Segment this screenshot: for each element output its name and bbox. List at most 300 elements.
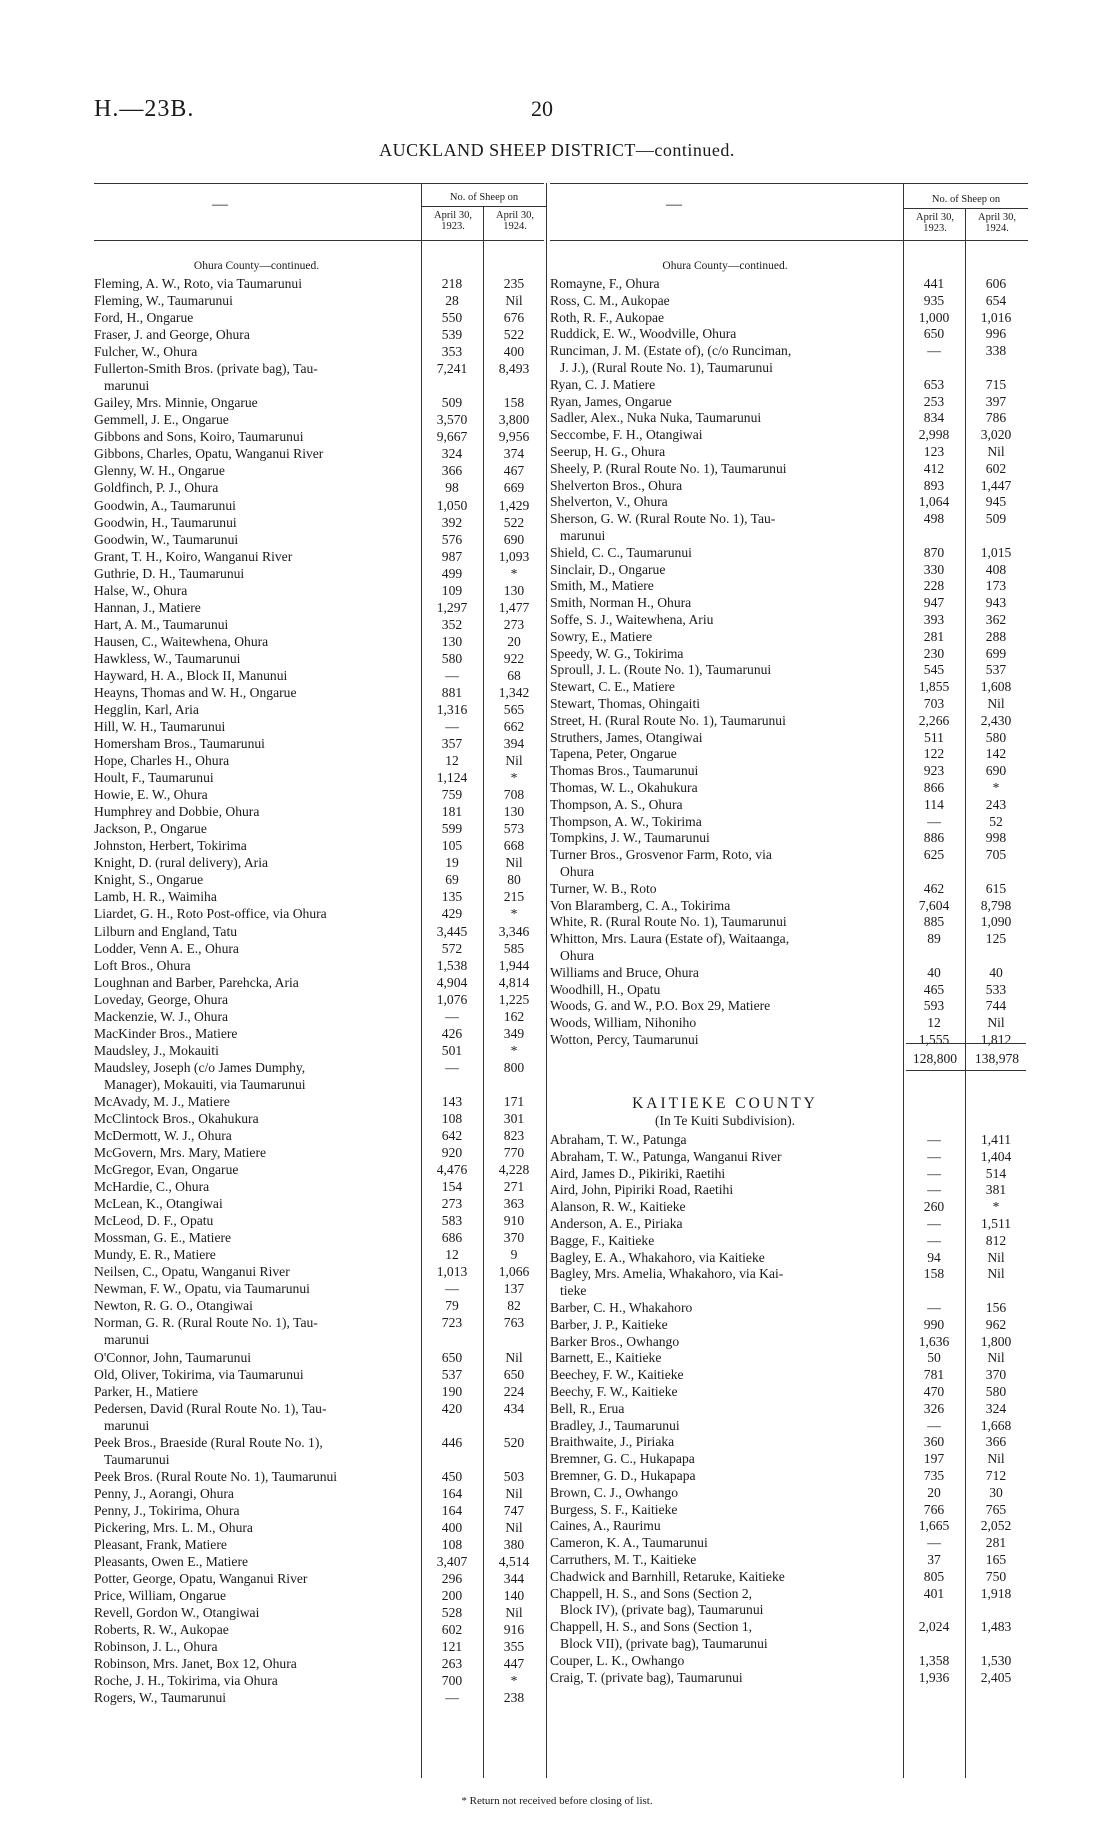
table-row (94, 958, 545, 973)
sheep-1924: * (510, 1673, 518, 1689)
entry-name: Ruddick, E. W., Woodville, Ohura (550, 326, 737, 342)
sheep-1923: 1,358 (918, 1652, 950, 1668)
sheep-1924: 4,814 (498, 974, 530, 990)
sheep-1924: 650 (503, 1366, 525, 1382)
table-row (94, 1605, 545, 1620)
sheep-1923: 28 (445, 293, 459, 309)
entry-name: Fullerton-Smith Bros. (private bag), Tau- (94, 361, 318, 377)
sheep-1924: 1,015 (980, 544, 1012, 560)
total-bottom-rule (906, 1070, 1026, 1071)
sheep-1924: 125 (985, 931, 1007, 947)
sheep-1923: 580 (441, 650, 463, 666)
sheep-1924: 1,608 (980, 679, 1012, 695)
entry-name: McClintock Bros., Okahukura (94, 1110, 259, 1126)
sheep-1924: 786 (985, 410, 1007, 426)
entry-name: Tapena, Peter, Ongarue (550, 746, 677, 762)
table-row (550, 1602, 1027, 1617)
total-row (904, 1051, 1028, 1066)
entry-name: Howie, E. W., Ohura (94, 787, 208, 803)
sheep-1924: Nil (987, 1266, 1005, 1282)
table-row (94, 1315, 545, 1330)
entry-name: Romayne, F., Ohura (550, 276, 660, 291)
entry-name: Peek Bros. (Rural Route No. 1), Taumarunui (94, 1468, 338, 1484)
sheep-1924: * (510, 565, 518, 581)
sheep-1924: 363 (503, 1196, 525, 1212)
table-row (94, 429, 545, 444)
entry-name: McDermott, W. J., Ohura (94, 1128, 232, 1143)
table-row (550, 948, 1027, 963)
entry-name: Soffe, S. J., Waitewhena, Ariu (550, 612, 714, 627)
sheep-1923: 1,076 (436, 991, 468, 1007)
entry-name: Woods, G. and W., P.O. Box 29, Matiere (550, 998, 771, 1014)
entry-name: Knight, S., Ongarue (94, 872, 204, 888)
entry-name: Alanson, R. W., Kaitieke (550, 1199, 686, 1215)
entry-name: Hoult, F., Taumarunui (94, 770, 214, 786)
sheep-1923: — (445, 1059, 459, 1075)
table-row (94, 634, 545, 649)
sheep-1923: — (927, 1232, 941, 1248)
sheep-1923: — (445, 1281, 459, 1297)
sheep-1923: 69 (445, 872, 459, 888)
sheep-1923: 12 (445, 1247, 459, 1263)
table-row (550, 1334, 1027, 1349)
table-row (550, 612, 1027, 627)
table-row (550, 1485, 1027, 1500)
entry-name: Fulcher, W., Ohura (94, 344, 198, 360)
table-row (94, 1077, 545, 1092)
sheep-1924: 1,477 (498, 599, 530, 615)
sheep-1923: 273 (441, 1196, 463, 1212)
sheep-1924: 602 (985, 460, 1007, 476)
sheep-1923: 143 (441, 1093, 463, 1109)
sheep-1923: 108 (441, 1536, 463, 1552)
table-row (550, 511, 1027, 526)
table-row (94, 532, 545, 547)
table-row (550, 1586, 1027, 1601)
table-row (550, 1233, 1027, 1248)
sheep-1923: — (927, 1165, 941, 1181)
table-row (550, 377, 1027, 392)
sheep-1924: 712 (985, 1468, 1007, 1483)
entry-name: Block IV), (private bag), Taumarunui (560, 1602, 764, 1618)
table-row (550, 562, 1027, 577)
sheep-1924: 158 (503, 395, 525, 411)
sheep-1924: Nil (505, 1349, 523, 1365)
table-row (550, 1032, 1027, 1047)
sheep-1923: — (927, 1300, 941, 1315)
entry-name: Gemmell, J. E., Ongarue (94, 412, 229, 428)
table-row (550, 914, 1027, 929)
sheep-1923: 154 (441, 1179, 463, 1195)
sheep-1923: 105 (441, 838, 463, 854)
table-row (94, 583, 545, 598)
table-row (550, 763, 1027, 778)
sheep-1923: 2,266 (918, 712, 950, 728)
sheep-1923: 253 (923, 393, 945, 409)
table-row (94, 1384, 545, 1399)
sheep-1923: 735 (923, 1468, 945, 1483)
table-row (550, 1166, 1027, 1181)
entry-name: Goodwin, H., Taumarunui (94, 514, 237, 530)
table-row (550, 1182, 1027, 1197)
sheep-1923: 866 (923, 780, 945, 795)
sheep-1924: 1,016 (980, 309, 1012, 325)
sheep-1924: 744 (985, 998, 1007, 1014)
entry-name: Mundy, E. R., Matiere (94, 1247, 216, 1263)
sheep-1923: 834 (923, 410, 945, 426)
sheep-1923: 1,050 (436, 497, 468, 513)
entry-name: White, R. (Rural Route No. 1), Taumarunui (550, 914, 787, 930)
sheep-1924: 2,052 (980, 1518, 1012, 1534)
table-row (94, 498, 545, 513)
entry-name: Hannan, J., Matiere (94, 599, 201, 615)
sheep-1923: 94 (927, 1249, 941, 1265)
page-number: 20 (531, 96, 553, 121)
sheep-1924: 162 (503, 1008, 525, 1024)
table-row (550, 1535, 1027, 1550)
entry-name: Smith, M., Matiere (550, 578, 654, 594)
sheep-1923: 545 (923, 662, 945, 678)
entry-name: Craig, T. (private bag), Taumarunui (550, 1669, 743, 1685)
table-row (94, 668, 545, 683)
entry-name: Wotton, Percy, Taumarunui (550, 1032, 699, 1047)
sheep-1923: — (445, 719, 459, 735)
table-row (550, 1350, 1027, 1365)
table-row (550, 1266, 1027, 1281)
sheep-1924: 238 (503, 1690, 525, 1706)
entry-name: Tompkins, J. W., Taumarunui (550, 830, 710, 846)
entry-name: Shelverton Bros., Ohura (550, 477, 683, 493)
entry-name: Goodwin, A., Taumarunui (94, 497, 236, 513)
sheep-1924: Nil (505, 1485, 523, 1501)
sheep-1924: 615 (985, 880, 1007, 896)
sheep-1924: 580 (985, 729, 1007, 745)
right-header-bottom-rule (550, 240, 1028, 241)
sheep-1923: 886 (923, 830, 945, 846)
entry-name: Rogers, W., Taumarunui (94, 1690, 227, 1706)
entry-name: Peek Bros., Braeside (Rural Route No. 1), (94, 1434, 323, 1450)
sheep-1923: — (927, 1216, 941, 1231)
table-row (550, 780, 1027, 795)
entry-name: Pleasant, Frank, Matiere (94, 1536, 227, 1552)
entry-name: Barber, J. P., Kaitieke (550, 1316, 668, 1332)
sheep-1923: 190 (441, 1383, 463, 1399)
entry-name: marunui (104, 1417, 150, 1433)
entry-name: Hayward, H. A., Block II, Manunui (94, 667, 288, 683)
table-row (550, 1317, 1027, 1332)
sheep-1923: 366 (441, 463, 463, 479)
sheep-1924: 171 (503, 1093, 525, 1109)
total-1923: 128,800 (912, 1051, 958, 1066)
sheep-1924: 823 (503, 1128, 525, 1143)
sheep-1924: 408 (985, 561, 1007, 577)
sheep-1923: 1,538 (436, 957, 468, 973)
sheep-1923: 352 (441, 616, 463, 632)
sheep-1924: 922 (503, 650, 525, 666)
sheep-1924: 812 (985, 1232, 1007, 1248)
sheep-1924: Nil (505, 1605, 523, 1621)
sheep-1924: 235 (503, 276, 525, 291)
table-row (550, 293, 1027, 308)
table-row (550, 881, 1027, 896)
sheep-1923: 990 (923, 1316, 945, 1332)
sheep-1923: 572 (441, 940, 463, 956)
table-row (94, 276, 545, 291)
sheep-1924: Nil (987, 1015, 1005, 1031)
sheep-1923: 1,000 (918, 309, 950, 325)
sheep-1923: 1,297 (436, 599, 468, 615)
entry-name: Braithwaite, J., Piriaka (550, 1434, 675, 1450)
table-row (550, 965, 1027, 980)
sheep-1923: 509 (441, 395, 463, 411)
entry-name: Penny, J., Tokirima, Ohura (94, 1502, 240, 1518)
entry-name: Taumarunui (104, 1451, 170, 1467)
sheep-1924: 1,429 (498, 497, 530, 513)
sheep-1923: 870 (923, 544, 945, 560)
sheep-1923: 20 (927, 1484, 941, 1500)
sheep-1924: 916 (503, 1622, 525, 1638)
table-row (94, 600, 545, 615)
sheep-1924: 668 (503, 838, 525, 854)
entry-name: McAvady, M. J., Matiere (94, 1093, 230, 1109)
sheep-1924: 522 (503, 327, 525, 343)
sheep-1923: 4,904 (436, 974, 468, 990)
sheep-1924: 3,346 (498, 923, 530, 939)
sheep-1924: 324 (985, 1400, 1007, 1416)
table-row (94, 361, 545, 376)
sheep-1923: — (927, 1148, 941, 1164)
table-row (550, 1283, 1027, 1298)
table-row (94, 1043, 545, 1058)
entry-name: Thompson, A. W., Tokirima (550, 813, 702, 829)
entry-name: Humphrey and Dobbie, Ohura (94, 804, 260, 820)
sheep-1924: 1,668 (980, 1417, 1012, 1433)
entry-name: Neilsen, C., Opatu, Wanganui River (94, 1264, 290, 1280)
page-title: AUCKLAND SHEEP DISTRICT—continued. (379, 140, 735, 160)
entry-name: Williams and Bruce, Ohura (550, 964, 699, 980)
sheep-1924: 1,918 (980, 1585, 1012, 1601)
sheep-1923: 426 (441, 1025, 463, 1041)
sheep-1923: 462 (923, 880, 945, 896)
entry-name: Jackson, P., Ongarue (94, 821, 207, 837)
sheep-1924: 509 (985, 511, 1007, 527)
table-row (550, 494, 1027, 509)
sheep-1923: 109 (441, 582, 463, 598)
entry-name: Hausen, C., Waitewhena, Ohura (94, 633, 269, 649)
table-row (94, 1571, 545, 1586)
sheep-1923: 885 (923, 914, 945, 930)
sheep-1924: 243 (985, 796, 1007, 812)
sheep-1924: 1,800 (980, 1333, 1012, 1349)
entry-name: Ohura (560, 864, 594, 879)
entry-name: Sproull, J. L. (Route No. 1), Taumarunui (550, 662, 772, 678)
sheep-1924: Nil (987, 1249, 1005, 1265)
table-row (94, 736, 545, 751)
total-1924: 138,978 (974, 1051, 1020, 1066)
sheep-1924: 690 (985, 763, 1007, 779)
entry-name: Potter, George, Opatu, Wanganui River (94, 1571, 308, 1587)
sheep-1924: 394 (503, 736, 525, 752)
sheep-1924: 998 (985, 830, 1007, 846)
sheep-1923: 583 (441, 1213, 463, 1229)
sheep-1924: 4,228 (498, 1162, 530, 1178)
table-row (550, 1384, 1027, 1399)
sheep-1924: 1,812 (980, 1032, 1012, 1047)
table-row (550, 578, 1027, 593)
table-row (94, 787, 545, 802)
entry-name: Aird, James D., Pikiriki, Raetihi (550, 1165, 726, 1181)
sheep-1923: 79 (445, 1298, 459, 1314)
sheep-1923: 759 (441, 787, 463, 803)
table-row (94, 1332, 545, 1347)
sheep-1923: 1,636 (918, 1333, 950, 1349)
sheep-1923: 164 (441, 1485, 463, 1501)
sheep-1924: 770 (503, 1145, 525, 1161)
sheep-1924: 654 (985, 292, 1007, 308)
sheep-1923: 766 (923, 1501, 945, 1517)
table-row (94, 975, 545, 990)
sheep-1923: — (927, 813, 941, 829)
sheep-1924: 130 (503, 804, 525, 820)
entry-name: Newton, R. G. O., Otangiwai (94, 1298, 253, 1314)
entry-name: Fleming, W., Taumarunui (94, 293, 233, 309)
table-row (550, 360, 1027, 375)
entry-name: Caines, A., Raurimu (550, 1518, 661, 1534)
table-row (94, 1350, 545, 1365)
entry-name: Runciman, J. M. (Estate of), (c/o Runciman, (550, 343, 792, 359)
sheep-1923: 686 (441, 1230, 463, 1246)
entry-name: Manager), Mokauiti, via Taumarunui (104, 1076, 306, 1092)
entry-name: Bell, R., Erua (550, 1400, 625, 1416)
sheep-1923: 121 (441, 1639, 463, 1655)
sheep-1923: 446 (441, 1434, 463, 1450)
entry-name: Bremner, G. D., Hukapapa (550, 1468, 696, 1483)
sheep-1923: 1,855 (918, 679, 950, 695)
kaitieke-county-title: KAITIEKE COUNTY (632, 1095, 818, 1112)
entry-name: Lamb, H. R., Waimiha (94, 889, 217, 905)
table-row (550, 1300, 1027, 1315)
sheep-1924: 3,020 (980, 427, 1012, 443)
table-row (94, 1281, 545, 1296)
entry-name: Whitton, Mrs. Laura (Estate of), Waitaanga, (550, 931, 790, 947)
table-row (94, 1367, 545, 1382)
sheep-1924: 165 (985, 1552, 1007, 1567)
entry-name: Shelverton, V., Ohura (550, 494, 668, 510)
table-row (550, 696, 1027, 711)
sheep-1923: 653 (923, 376, 945, 392)
entry-name: Chappell, H. S., and Sons (Section 1, (550, 1619, 753, 1635)
sheep-1923: 1,555 (918, 1032, 950, 1047)
entry-name: Loveday, George, Ohura (94, 991, 228, 1007)
sheep-1924: 1,511 (980, 1216, 1012, 1231)
right-group-rule (904, 208, 1028, 209)
sheep-1924: 224 (503, 1383, 525, 1399)
table-row (94, 1026, 545, 1041)
sheep-1924: 715 (985, 376, 1007, 392)
table-row (550, 1199, 1027, 1214)
entry-name: marunui (560, 528, 606, 543)
left-group-rule (422, 206, 546, 207)
entry-name: Roth, R. F., Aukopae (550, 309, 665, 325)
sheep-1923: 200 (441, 1588, 463, 1604)
entry-name: Seerup, H. G., Ohura (550, 444, 666, 459)
right-group-header: No. of Sheep on (931, 194, 1001, 205)
sheep-1923: 441 (923, 276, 945, 291)
table-row (94, 1060, 545, 1075)
table-row (94, 1298, 545, 1313)
sheep-1923: 9,667 (436, 429, 468, 445)
sheep-1923: 511 (924, 729, 944, 745)
entry-name: O'Connor, John, Taumarunui (94, 1349, 252, 1365)
sheep-1923: 230 (923, 645, 945, 661)
sheep-1924: 30 (989, 1484, 1003, 1500)
entry-name: Pleasants, Owen E., Matiere (94, 1554, 249, 1569)
table-row (550, 410, 1027, 425)
sheep-1924: 1,404 (980, 1148, 1012, 1164)
left-name-column-header: — (212, 196, 228, 213)
sheep-1923: 50 (927, 1350, 941, 1366)
sheep-1923: 7,241 (436, 361, 468, 377)
table-row (94, 685, 545, 700)
table-row (94, 1486, 545, 1501)
table-row (94, 1009, 545, 1024)
sheep-1924: 2,405 (980, 1669, 1012, 1685)
sheep-1923: — (927, 1182, 941, 1198)
sheep-1923: 947 (923, 595, 945, 611)
entry-name: tieke (560, 1283, 587, 1299)
table-row (550, 1401, 1027, 1416)
table-row (94, 1213, 545, 1228)
sheep-1923: — (445, 1008, 459, 1024)
table-row (94, 1537, 545, 1552)
sheep-1923: 550 (441, 310, 463, 326)
entry-name: Ohura (560, 948, 594, 963)
sheep-1924: 1,090 (980, 914, 1012, 930)
sheep-1923: — (445, 1690, 459, 1706)
entry-name: Guthrie, D. H., Taumarunui (94, 565, 245, 581)
table-row (550, 394, 1027, 409)
table-row (94, 1520, 545, 1535)
sheep-1923: 642 (441, 1128, 463, 1143)
entry-name: Barnett, E., Kaitieke (550, 1350, 662, 1366)
table-row (550, 679, 1027, 694)
top-rule-left (94, 183, 544, 184)
table-row (550, 1468, 1027, 1483)
entry-name: Sadler, Alex., Nuka Nuka, Taumarunui (550, 410, 762, 426)
table-row (94, 446, 545, 461)
entry-name: Sherson, G. W. (Rural Route No. 1), Tau- (550, 511, 776, 527)
entry-name: Goodwin, W., Taumarunui (94, 531, 239, 547)
table-row (94, 719, 545, 734)
table-row (550, 797, 1027, 812)
sheep-1923: 40 (927, 964, 941, 980)
sheep-1923: 3,570 (436, 412, 468, 428)
right-name-column-header: — (666, 196, 682, 213)
sheep-1924: 690 (503, 531, 525, 547)
table-row (94, 924, 545, 939)
sheep-1924: 8,493 (498, 361, 530, 377)
table-row (550, 629, 1027, 644)
sheep-1923: 703 (923, 696, 945, 711)
sheep-1924: 996 (985, 326, 1007, 342)
table-row (94, 1264, 545, 1279)
sheep-1923: 723 (441, 1315, 463, 1331)
sheep-1924: 945 (985, 494, 1007, 510)
entry-name: Sheely, P. (Rural Route No. 1), Taumarunui (550, 460, 787, 476)
sheep-1923: 326 (923, 1400, 945, 1416)
sheep-1924: 669 (503, 480, 525, 496)
entry-name: Stewart, C. E., Matiere (550, 679, 675, 695)
